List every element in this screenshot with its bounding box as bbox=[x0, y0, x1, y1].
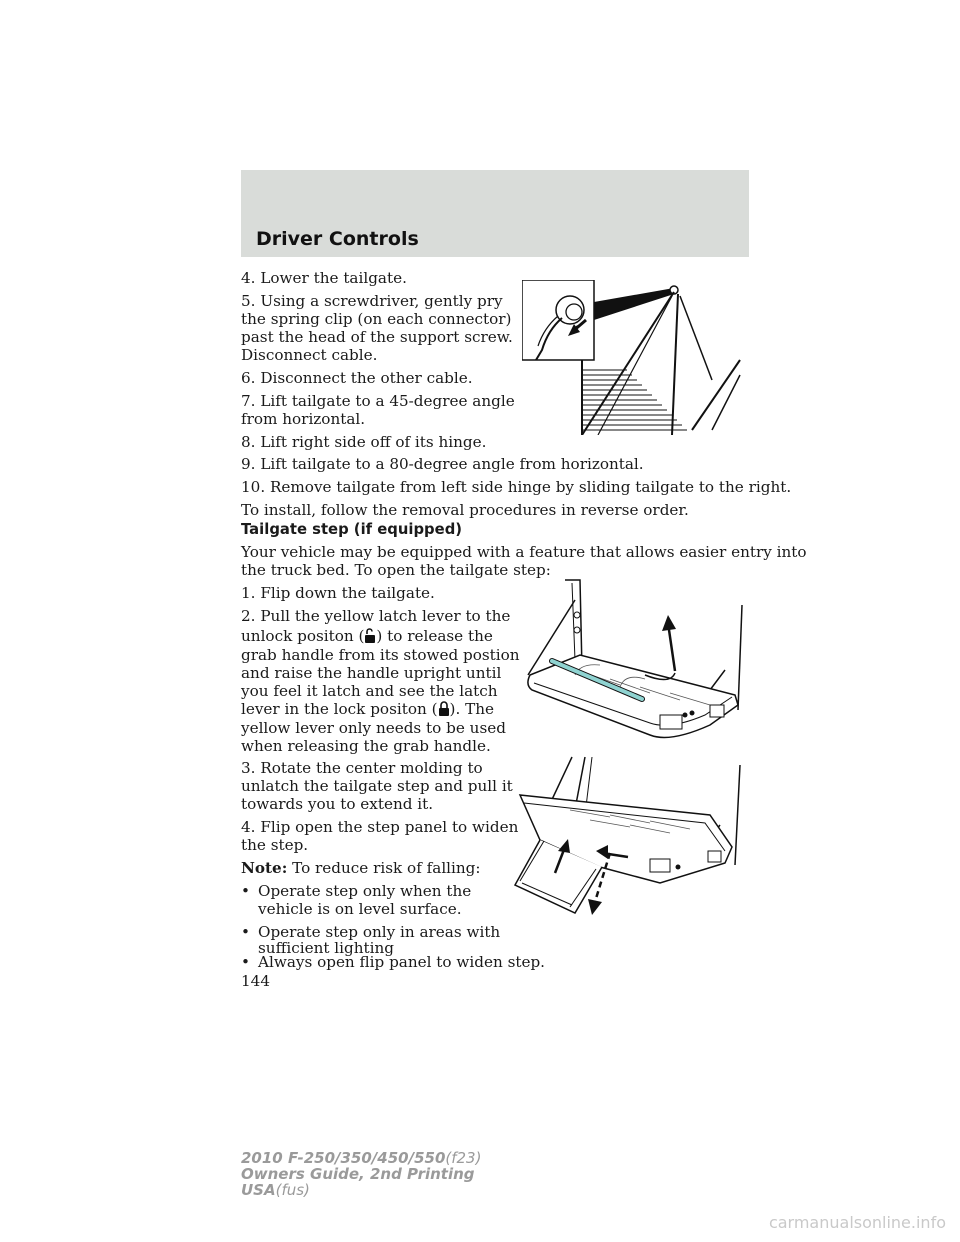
step-step-4-line-1: 4. Flip open the step panel to widen bbox=[241, 818, 519, 836]
page-number: 144 bbox=[241, 972, 270, 990]
step-extended-illustration bbox=[510, 755, 745, 920]
bullet-dot: • bbox=[241, 953, 250, 971]
step-9-text: 9. Lift tailgate to a 80-degree angle from horizontal. bbox=[241, 455, 644, 473]
step-step-3-line-2: unlatch the tailgate step and pull it bbox=[241, 777, 513, 795]
step-7-line-2: from horizontal. bbox=[241, 410, 366, 428]
step-step-2-line-5: you feel it latch and see the latch bbox=[241, 682, 498, 700]
intro-line-2: the truck bed. To open the tailgate step: bbox=[241, 561, 551, 579]
step-5-line-4: Disconnect cable. bbox=[241, 346, 378, 364]
bullet-1-line-2: vehicle is on level surface. bbox=[258, 900, 462, 918]
lock-icon bbox=[438, 701, 450, 716]
bullet-3-line-1: Always open flip panel to widen step. bbox=[258, 953, 545, 971]
step-step-4-line-2: the step. bbox=[241, 836, 309, 854]
step-step-2-line-1: 2. Pull the yellow latch lever to the bbox=[241, 607, 511, 625]
bullet-2-line-2: sufficient lighting bbox=[258, 939, 394, 957]
tailgate-step-heading: Tailgate step (if equipped) bbox=[241, 521, 463, 538]
grab-handle-illustration bbox=[520, 575, 745, 745]
step-5-line-3: past the head of the support screw. bbox=[241, 328, 513, 346]
step-step-2-line-7: yellow lever only needs to be used bbox=[241, 719, 506, 737]
watermark: carmanualsonline.info bbox=[768, 1213, 946, 1232]
install-text: To install, follow the removal procedures in reverse order. bbox=[241, 501, 689, 519]
step-step-2-line-8: when releasing the grab handle. bbox=[241, 737, 491, 755]
note-line bbox=[241, 859, 481, 877]
step-5-line-1: 5. Using a screwdriver, gently pry bbox=[241, 292, 503, 310]
bullet-dot: • bbox=[241, 882, 250, 900]
footer-region-code: (fus) bbox=[275, 1181, 310, 1199]
tailgate-cable-illustration bbox=[522, 280, 742, 435]
step-step-2-line-6 bbox=[241, 700, 494, 718]
step-step-3-line-3: towards you to extend it. bbox=[241, 795, 434, 813]
step-5-line-2: the spring clip (on each connector) bbox=[241, 310, 512, 328]
page-title: Driver Controls bbox=[256, 228, 419, 250]
step-6-text: 6. Disconnect the other cable. bbox=[241, 369, 473, 387]
footer-printing: Owners Guide, 2nd Printing bbox=[241, 1165, 475, 1183]
lock-prefix: lever in the lock positon ( bbox=[241, 700, 438, 718]
unlock-icon bbox=[364, 628, 376, 643]
unlock-suffix: ) to release the bbox=[376, 627, 493, 645]
section-header bbox=[241, 170, 749, 257]
bullet-dot: • bbox=[241, 923, 250, 941]
footer bbox=[241, 1150, 481, 1198]
step-step-3-line-1: 3. Rotate the center molding to bbox=[241, 759, 483, 777]
step-8-text: 8. Lift right side off of its hinge. bbox=[241, 433, 487, 451]
note-text: To reduce risk of falling: bbox=[292, 859, 481, 877]
bullet-2-line-1: Operate step only in areas with bbox=[258, 923, 501, 941]
lock-suffix: ). The bbox=[449, 700, 494, 718]
step-4-text: 4. Lower the tailgate. bbox=[241, 269, 407, 287]
note-label: Note: bbox=[241, 859, 288, 877]
step-10-text: 10. Remove tailgate from left side hinge by sliding tailgate to the right. bbox=[241, 478, 792, 496]
bullet-1-line-1: Operate step only when the bbox=[258, 882, 472, 900]
step-step-1: 1. Flip down the tailgate. bbox=[241, 584, 435, 602]
step-step-2-line-4: and raise the handle upright until bbox=[241, 664, 502, 682]
intro-line-1: Your vehicle may be equipped with a feature that allows easier entry into bbox=[241, 543, 807, 561]
step-7-line-1: 7. Lift tailgate to a 45-degree angle bbox=[241, 392, 515, 410]
step-step-2-line-2 bbox=[241, 627, 493, 645]
footer-model-code: (f23) bbox=[445, 1149, 482, 1167]
unlock-prefix: unlock positon ( bbox=[241, 627, 365, 645]
footer-model: 2010 F-250/350/450/550 bbox=[241, 1149, 446, 1167]
step-step-2-line-3: grab handle from its stowed postion bbox=[241, 646, 520, 664]
footer-region: USA bbox=[241, 1181, 276, 1199]
